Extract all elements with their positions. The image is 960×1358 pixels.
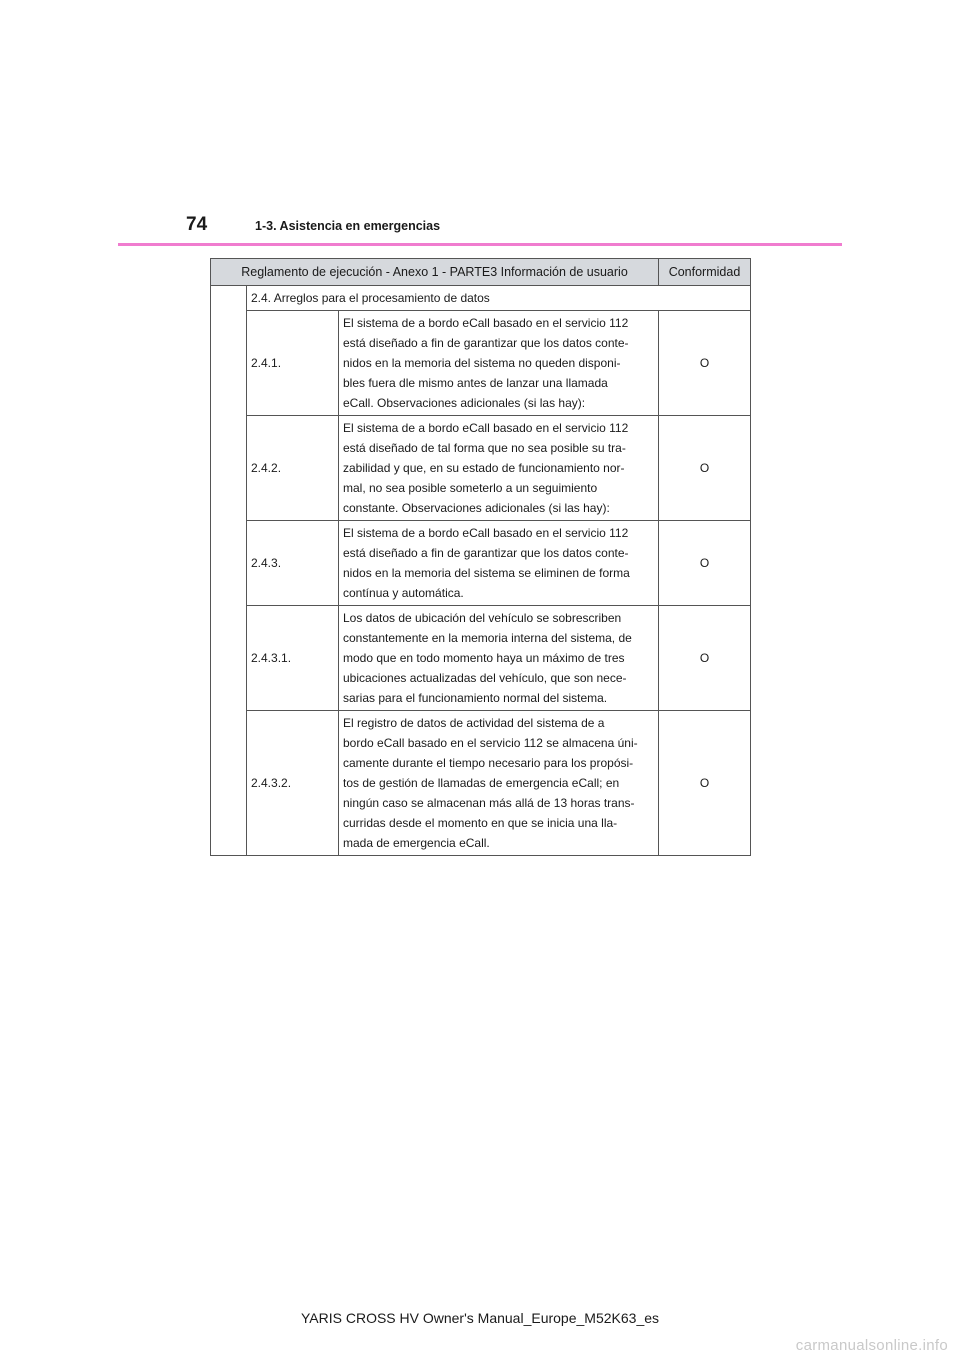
description-line: está diseñado de tal forma que no sea posible su tra- [343,441,626,455]
description-line: eCall. Observaciones adicionales (si las hay): [343,396,586,410]
description-line: zabilidad y que, en su estado de funcionamiento nor- [343,461,625,475]
indent-cell [211,286,247,856]
item-number: 2.4.3. [247,521,339,606]
table-row [211,606,751,711]
description-line: modo que en todo momento haya un máximo de tres [343,651,625,665]
item-number: 2.4.2. [247,416,339,521]
section-title: 1-3. Asistencia en emergencias [255,219,441,233]
item-number: 2.4.3.2. [247,711,339,856]
regulation-column-header: Reglamento de ejecución - Anexo 1 - PARTE3 Información de usuario [211,259,659,286]
header-divider [118,243,842,246]
description-line: está diseñado a fin de garantizar que los datos conte- [343,336,629,350]
description-line: constantemente en la memoria interna del sistema, de [343,631,632,645]
description-line: ubicaciones actualizadas del vehículo, que son nece- [343,671,627,685]
description-line: curridas desde el momento en que se inicia una lla- [343,816,618,830]
description-line: El sistema de a bordo eCall basado en el servicio 112 [343,526,629,540]
conformity-mark: O [659,711,751,856]
section-heading: 2.4. Arreglos para el procesamiento de datos [247,286,751,311]
description-line: nidos en la memoria del sistema no queden disponi- [343,356,621,370]
description-line: sarias para el funcionamiento normal del sistema. [343,691,608,705]
conformity-mark: O [659,521,751,606]
description-line: Los datos de ubicación del vehículo se sobrescriben [343,611,622,625]
table-row [211,521,751,606]
description-line: El sistema de a bordo eCall basado en el servicio 112 [343,316,629,330]
section-heading-row [211,286,751,311]
item-description [339,311,659,416]
description-line: ningún caso se almacenan más allá de 13 horas trans- [343,796,635,810]
description-line: bles fuera dle mismo antes de lanzar una llamada [343,376,608,390]
description-line: está diseñado a fin de garantizar que los datos conte- [343,546,629,560]
item-description [339,416,659,521]
item-description [339,711,659,856]
description-line: mada de emergencia eCall. [343,836,490,850]
item-description [339,521,659,606]
description-line: contínua y automática. [343,586,464,600]
description-line: nidos en la memoria del sistema se eliminen de forma [343,566,630,580]
table-body [211,286,751,856]
watermark: carmanualsonline.info [795,1337,948,1354]
manual-title-footer: YARIS CROSS HV Owner's Manual_Europe_M52K63_es [300,1310,660,1326]
item-number: 2.4.3.1. [247,606,339,711]
conformity-mark: O [659,311,751,416]
table-row [211,711,751,856]
description-line: El registro de datos de actividad del sistema de a [343,716,605,730]
description-line: mal, no sea posible someterlo a un seguimiento [343,481,598,495]
description-line: bordo eCall basado en el servicio 112 se almacena úni- [343,736,638,750]
description-line: tos de gestión de llamadas de emergencia eCall; en [343,776,620,790]
conformity-mark: O [659,416,751,521]
description-line: El sistema de a bordo eCall basado en el servicio 112 [343,421,629,435]
table-row [211,311,751,416]
description-line: camente durante el tiempo necesario para los propósi- [343,756,634,770]
regulation-table [210,258,751,856]
conformity-mark: O [659,606,751,711]
table-header-row [211,259,751,286]
table-row [211,416,751,521]
page-number: 74 [186,214,208,235]
description-line: constante. Observaciones adicionales (si las hay): [343,501,610,515]
item-description [339,606,659,711]
conformity-column-header: Conformidad [659,259,751,286]
item-number: 2.4.1. [247,311,339,416]
